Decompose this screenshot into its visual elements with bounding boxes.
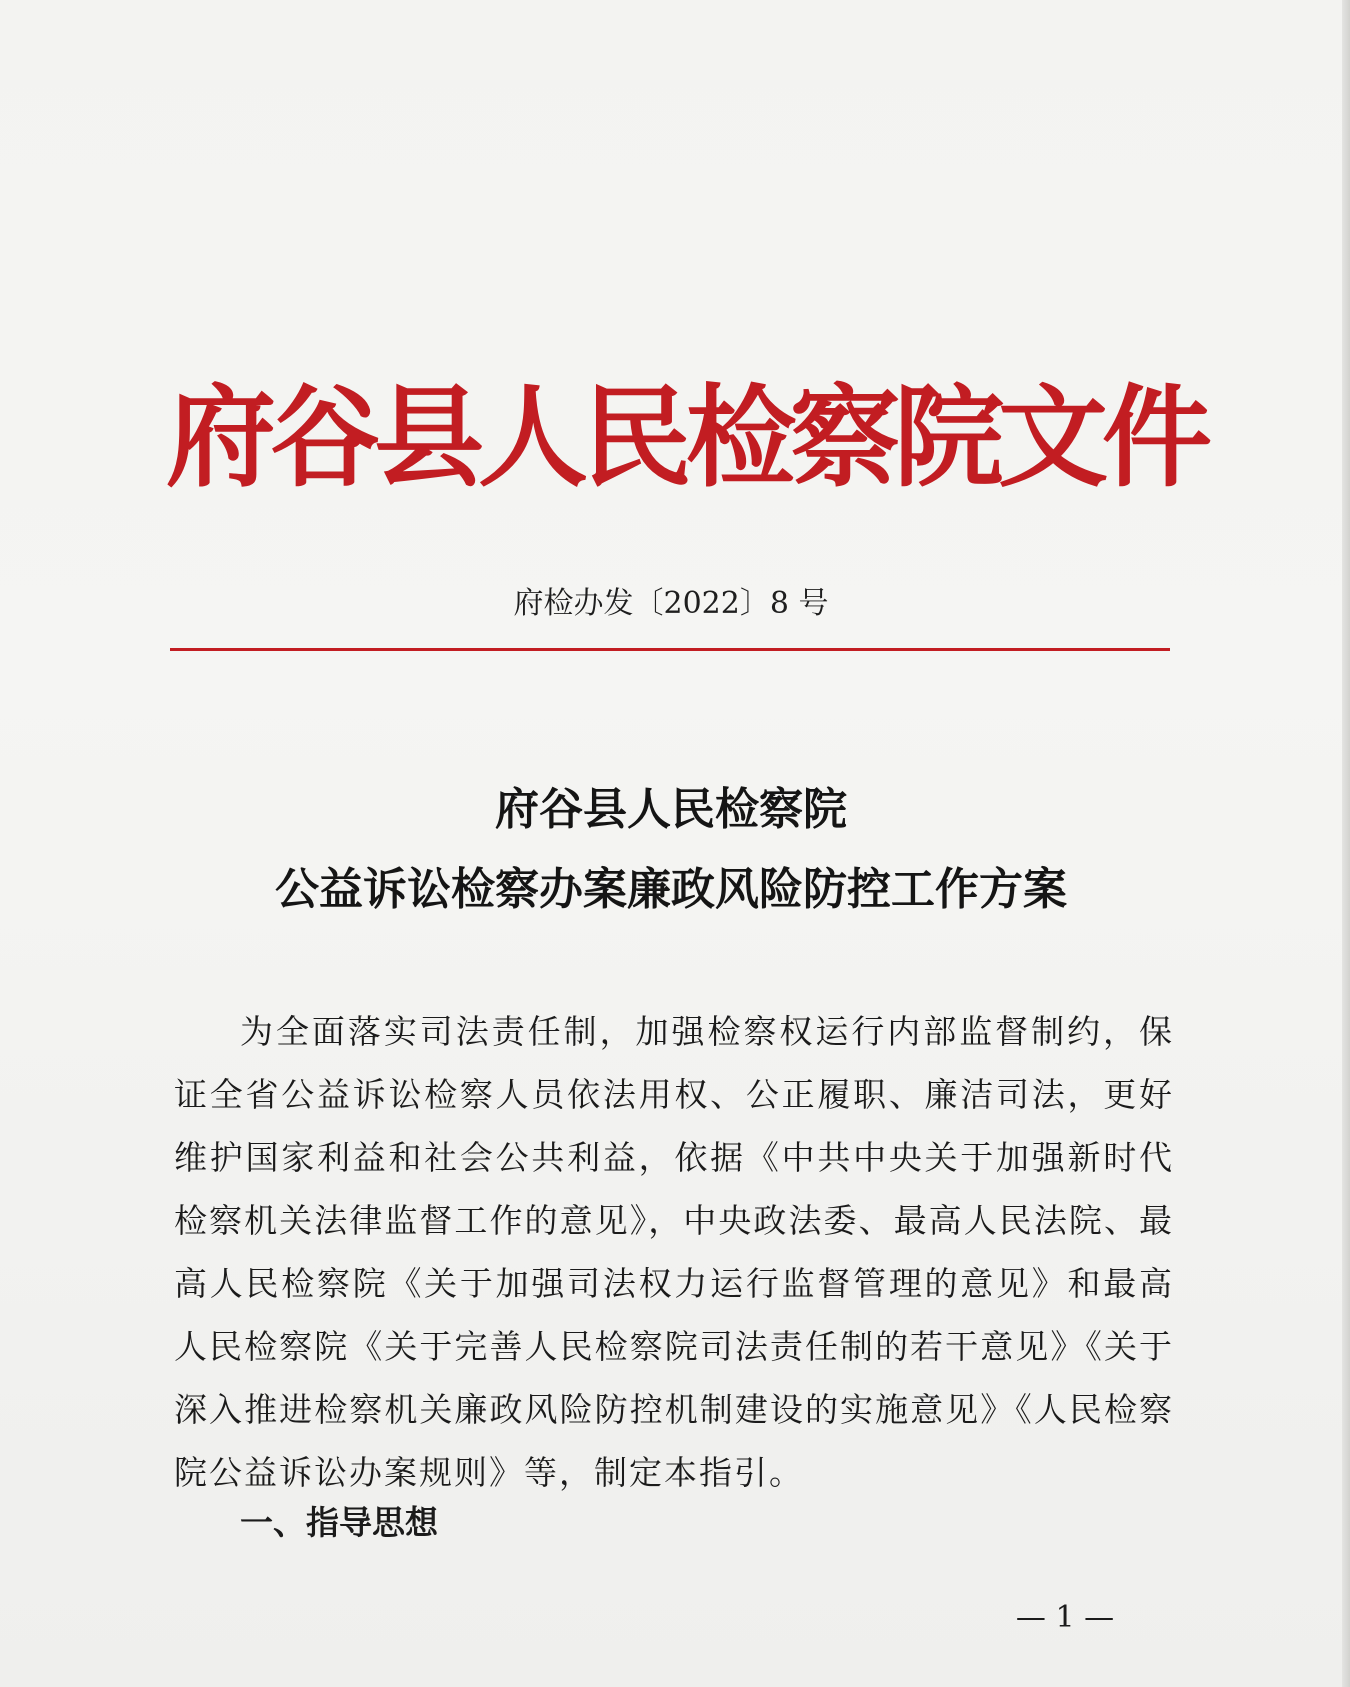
body-paragraph: 为全面落实司法责任制，加强检察权运行内部监督制约，保证全省公益诉讼检察人员依法用权、公正履职、廉洁司法，更好维护国家利益和社会公共利益，依据《中共中央关于加强新时代检察机关法律监督工作的意见》，中央政法委、最高人民法院、最高人民检察院《关于加强司法权力运行监督管理的意见》和最高人民检察院《关于完善人民检察院司法责任制的若干意见》《关于深入推进检察机关廉政风险防控机制建设的实施意见》《人民检察院公益诉讼办案规则》等，制定本指引。 bbox=[174, 1012, 1174, 1492]
page-number: — 1 — bbox=[1015, 1600, 1115, 1635]
red-separator-line bbox=[170, 648, 1170, 651]
document-title-line-1: 府谷县人民检察院 bbox=[495, 784, 847, 835]
section-heading-guiding-ideology: 一、指导思想 bbox=[240, 1503, 438, 1542]
document-number: 府检办发〔2022〕8 号 bbox=[513, 586, 829, 621]
masthead-title: 府谷县人民检察院文件 bbox=[166, 373, 1206, 502]
page-edge-shadow bbox=[1342, 0, 1350, 1687]
document-title-line-2: 公益诉讼检察办案廉政风险防控工作方案 bbox=[275, 864, 1067, 915]
